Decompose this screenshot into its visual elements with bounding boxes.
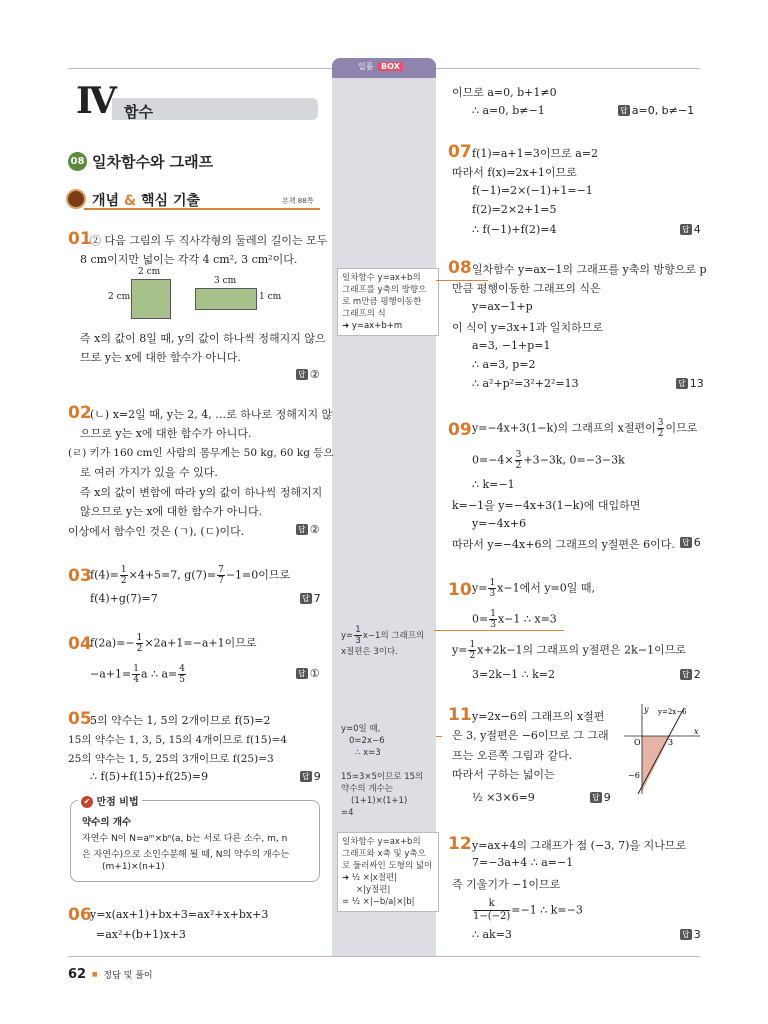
problem-12-line4: $\frac{k}{1-(-2)}$ =−1 ∴ k=−3 [473,898,583,922]
problem-08-number: 08 [448,258,472,278]
problem-12-answer: 답 3 [682,928,701,941]
problem-08-line1: 일차함수 y=ax−1의 그래프를 y축의 방향으로 p [472,263,707,276]
graph-equation-label: y=2x−6 [658,708,687,716]
problem-11-line4: 따라서 구하는 넓이는 [452,768,555,781]
problem-09-line6: 따라서 y=−4x+6의 그래프의 y절편은 6이다. [452,538,675,551]
graph-triangle-region [642,736,670,792]
square-top-label: 2 cm [138,267,161,277]
problem-09-answer: 답 6 [682,536,701,549]
problem-03-answer: 답 7 [302,592,321,605]
problem-01-answer: 답 ② [298,368,320,381]
problem-09-line5: y=−4x+6 [472,517,527,530]
problem-02-number: 02 [68,403,92,423]
graph-origin-label: O [634,738,641,747]
note-connector-3 [436,736,442,737]
problem-10-line4: 3=2k−1 ∴ k=2 [472,668,555,681]
square-left-label: 2 cm [108,292,131,302]
problem-04-line2: −a+1= $\frac{1}{4}$ a ∴ a= $\frac{4}{5}$ [90,664,186,685]
cont-line2: ∴ a=0, b≠−1 [472,104,545,117]
problem-10-line3: y= $\frac{1}{2}$ x+2k−1의 그래프의 y절편은 2k−1이므로 [452,640,686,661]
problem-01-number: 01 [68,229,92,249]
problem-05-line4: ∴ f(5)+f(15)+f(25)=9 [90,770,209,783]
problem-02-line3: (ㄹ) 키가 160 cm인 사람의 몸무게는 50 kg, 60 kg 등으 [68,447,334,459]
problem-07-line2: 따라서 f(x)=2x+1이므로 [452,166,577,179]
cont-answer: 답 a=0, b≠−1 [620,104,695,117]
footer: 62 ■ 정답 및 풀이 [68,967,153,982]
top-rule-right [436,68,700,69]
concept-title: 개념 & 핵심 기출 [92,193,201,209]
problem-11-answer: 답 9 [592,791,611,804]
tip-badge-icon: ✔ [81,796,93,808]
problem-12-line2: 7=−3a+4 ∴ a=−1 [472,856,574,869]
problem-11-line2: 은 3, y절편은 −6이므로 그 그래 [452,729,609,742]
problem-06-line2: =ax²+(b+1)x+3 [96,928,186,941]
problem-03-line2: f(4)+g(7)=7 [90,592,158,605]
tip-line1: 자연수 N이 N=aᵐ×bⁿ(a, b는 서로 다른 소수, m, n [82,834,288,844]
problem-01-line1: ② 다음 그림의 두 직사각형의 둘레의 길이는 모두 [90,234,328,247]
cont-line1: 이므로 a=0, b+1≠0 [452,86,557,99]
section-number: 08 [68,152,87,171]
problem-05-line1: 5의 약수는 1, 5의 2개이므로 f(5)=2 [90,714,271,727]
problem-02-line4: 로 여러 가지가 있을 수 있다. [80,466,218,479]
tip-line3: (m+1)×(n+1) [102,862,165,872]
problem-07-line1: f(1)=a+1=3이므로 a=2 [472,147,599,160]
problem-04-number: 04 [68,634,92,654]
problem-04-answer: 답 ① [298,667,320,680]
problem-08-line2: 만큼 평행이동한 그래프의 식은 [452,282,601,295]
graph-x3-label: 3 [668,738,674,747]
problem-09-line2: 0=−4× $\frac{3}{2}$ +3−3k, 0=−3−3k [472,450,625,471]
problem-02-line5: 즉 x의 값이 변함에 따라 y의 값이 하나씩 정해지지 [80,486,323,499]
problem-12-line1: y=ax+4의 그래프가 점 (−3, 7)을 지나므로 [472,839,687,852]
problem-05-number: 05 [68,709,92,729]
problem-12-line5: ∴ ak=3 [472,928,512,941]
note-x-intercept: y= $\frac{1}{3}$ x−1의 그래프의 x절편은 3이다. [341,625,425,657]
problem-07-line3: f(−1)=2×(−1)+1=−1 [472,184,593,197]
problem-07-number: 07 [448,142,472,162]
problem-10-number: 10 [448,580,472,600]
problem-09-line1: y=−4x+3(1−k)의 그래프의 x절편이 $\frac{3}{2}$ 이므로 [472,418,698,439]
problem-01-line3: 즉 x의 값이 8일 때, y의 값이 하나씩 정해지지 않으 [80,332,326,345]
tip-badge: ✔ 만점 비법 [78,793,142,808]
concept-ref: 본책 88쪽 [282,197,314,205]
problem-08-line4: 이 식이 y=3x+1과 일치하므로 [452,321,603,334]
problem-03-number: 03 [68,566,92,586]
problem-02-answer: 답 ② [298,523,320,536]
problem-11-line1: y=2x−6의 그래프의 x절편 [472,710,605,723]
problem-04-line1: f(2a)=− $\frac{1}{2}$ ×2a+1=−a+1이므로 [90,633,257,654]
graph-y-label: y [644,705,649,714]
problem-12-line3: 즉 기울기가 −1이므로 [452,878,561,891]
box-tab-label: 일품 BOX [358,61,403,72]
problem-08-answer: 답 13 [678,377,704,390]
problem-02-line6: 않으므로 y는 x에 대한 함수가 아니다. [80,505,263,518]
note-solve-y0: y=0일 때, 0=2x−6 ∴ x=3 [341,724,385,758]
tip-title: 약수의 개수 [82,817,132,828]
note-area: 일차함수 y=ax+b의 그래프와 x축 및 y축으 로 둘러싸인 도형의 넓이 ➜ ½ ×|x절편| ×|y절편| = ½ ×|−b/a|×|b| [337,832,439,912]
chapter-title: 함수 [124,103,153,121]
note-connector-2 [434,630,564,631]
problem-07-line5: ∴ f(−1)+f(2)=4 [472,223,557,236]
problem-09-line4: k=−1을 y=−4x+3(1−k)에 대입하면 [452,499,641,512]
problem-10-line2: 0= $\frac{1}{3}$ x−1 ∴ x=3 [472,609,557,630]
problem-01-line2: 8 cm이지만 넓이는 각각 4 cm², 3 cm²이다. [80,253,298,266]
problem-02-line2: 으므로 y는 x에 대한 함수가 아니다. [80,427,252,440]
problem-11-graph [622,700,702,796]
problem-08-line6: ∴ a=3, p=2 [472,358,536,371]
problem-11-line3: 프는 오른쪽 그림과 같다. [452,749,573,762]
problem-05-answer: 답 9 [302,770,321,783]
problem-06-line1: y=x(ax+1)+bx+3=ax²+x+bx+3 [90,908,269,921]
figure-square [131,279,171,319]
footer-label: 정답 및 풀이 [103,971,153,981]
problem-08-line5: a=3, −1+p=1 [472,339,551,352]
problem-07-answer: 답 4 [682,223,701,236]
note-divisors: 15=3×5이므로 15의 약수의 개수는 (1+1)×(1+1) =4 [341,772,424,818]
problem-12-number: 12 [448,834,472,854]
problem-01-line4: 므로 y는 x에 대한 함수가 아니다. [80,351,241,364]
margin-note-column [332,68,436,956]
problem-05-line3: 25의 약수는 1, 5, 25의 3개이므로 f(25)=3 [68,753,274,765]
problem-11-line5: ½ ×3×6=9 [472,791,535,804]
problem-10-line1: y= $\frac{1}{3}$ x−1에서 y=0일 때, [472,578,596,599]
rect-right-label: 1 cm [259,292,282,302]
rect-top-label: 3 cm [214,276,237,286]
problem-10-answer: 답 2 [682,668,701,681]
tip-line2: 은 자연수)으로 소인수분해 될 때, N의 약수의 개수는 [82,850,290,860]
graph-ym6-label: −6 [628,771,640,780]
page-number: 62 [68,967,87,982]
chapter-numeral: Ⅳ [76,80,117,122]
section-title: 일차함수와 그래프 [92,153,214,171]
problem-05-line2: 15의 약수는 1, 3, 5, 15의 4개이므로 f(15)=4 [68,734,288,746]
concept-dot [66,189,86,209]
problem-08-line3: y=ax−1+p [472,300,533,313]
figure-rectangle [195,288,257,310]
problem-07-line4: f(2)=2×2+1=5 [472,203,557,216]
top-rule-left [68,68,332,69]
graph-x-label: x [694,727,699,736]
problem-09-number: 09 [448,420,472,440]
problem-06-number: 06 [68,905,92,925]
problem-08-line7: ∴ a²+p²=3²+2²=13 [472,377,579,390]
problem-09-line3: ∴ k=−1 [472,478,515,491]
note-translation: 일차함수 y=ax+b의 그래프를 y축의 방향으 로 m만큼 평행이동한 그래프의 식 ➜ y=ax+b+m [337,268,439,336]
problem-03-line1: f(4)= $\frac{1}{2}$ ×4+5=7, g(7)= $\frac{7}{7}$ −1=0이므로 [90,565,291,586]
problem-02-line7: 이상에서 함수인 것은 (ㄱ), (ㄷ)이다. [68,525,245,538]
problem-11-number: 11 [448,705,472,725]
footer-rule [68,956,700,957]
problem-02-line1: (ㄴ) x=2일 때, y는 2, 4, …로 하나로 정해지지 않 [90,408,333,421]
